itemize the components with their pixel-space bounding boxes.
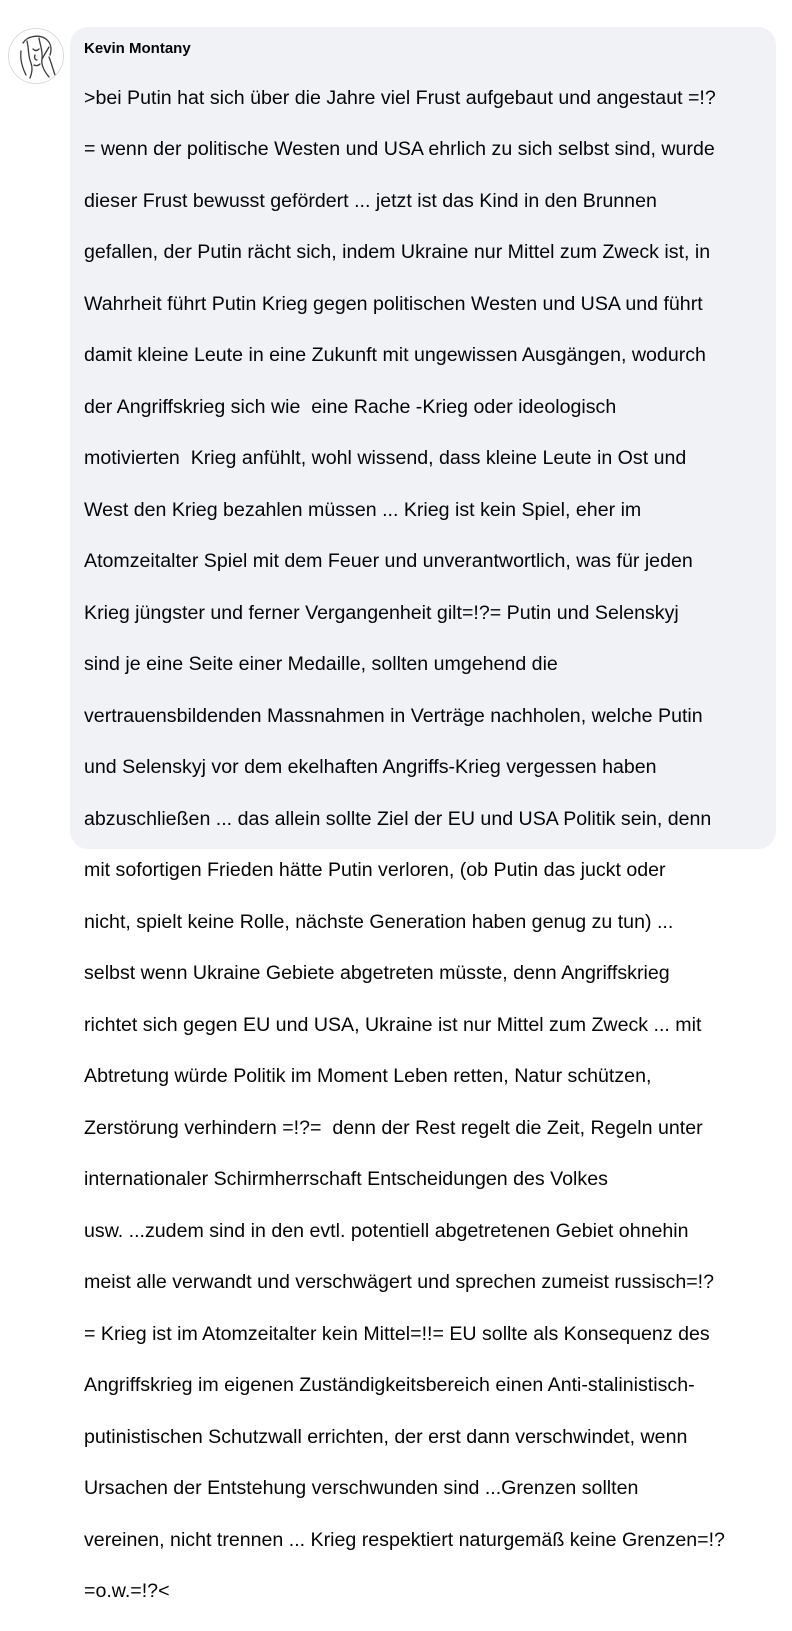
comment-line: damit kleine Leute in eine Zukunft mit ungewissen Ausgängen, wodurch <box>84 344 706 367</box>
comment-line: vereinen, nicht trennen ... Krieg respektiert naturgemäß keine Grenzen=!? <box>84 1528 725 1551</box>
comment-line: =o.w.=!?< <box>84 1580 170 1603</box>
comment-line: Krieg jüngster und ferner Vergangenheit gilt=!?= Putin und Selenskyj <box>84 601 679 624</box>
comment-line: = Krieg ist im Atomzeitalter kein Mittel=!!= EU sollte als Konsequenz des <box>84 1322 710 1345</box>
comment-line: Atomzeitalter Spiel mit dem Feuer und unverantwortlich, was für jeden <box>84 550 693 573</box>
comment-line: richtet sich gegen EU und USA, Ukraine ist nur Mittel zum Zweck ... mit <box>84 1013 702 1036</box>
comment-line: sind je eine Seite einer Medaille, sollten umgehend die <box>84 653 558 676</box>
comment-line: usw. ...zudem sind in den evtl. potentiell abgetretenen Gebiet ohnehin <box>84 1219 689 1242</box>
comment-line: gefallen, der Putin rächt sich, indem Ukraine nur Mittel zum Zweck ist, in <box>84 241 711 264</box>
comment-line: vertrauensbildenden Massnahmen in Verträge nachholen, welche Putin <box>84 704 703 727</box>
comment-line: Angriffskrieg im eigenen Zuständigkeitsbereich einen Anti-stalinistisch- <box>84 1374 695 1397</box>
comment-line: dieser Frust bewusst gefördert ... jetzt ist das Kind in den Brunnen <box>84 189 657 212</box>
comment-line: nicht, spielt keine Rolle, nächste Generation haben genug zu tun) ... <box>84 910 674 933</box>
comment-line: selbst wenn Ukraine Gebiete abgetreten müsste, denn Angriffskrieg <box>84 962 670 985</box>
comment-line: mit sofortigen Frieden hätte Putin verloren, (ob Putin das juckt oder <box>84 859 666 882</box>
comment-line: Abtretung würde Politik im Moment Leben retten, Natur schützen, <box>84 1065 652 1088</box>
comment-line: Wahrheit führt Putin Krieg gegen politischen Westen und USA und führt <box>84 292 703 315</box>
sketch-portrait-avatar-icon <box>9 29 63 83</box>
avatar[interactable] <box>8 28 64 84</box>
comment-line: Ursachen der Entstehung verschwunden sind ...Grenzen sollten <box>84 1477 639 1500</box>
comment-line: = wenn der politische Westen und USA ehrlich zu sich selbst sind, wurde <box>84 138 715 161</box>
comment-line: motivierten Krieg anfühlt, wohl wissend, dass kleine Leute in Ost und <box>84 447 687 470</box>
comment-line: Zerstörung verhindern =!?= denn der Rest regelt die Zeit, Regeln unter <box>84 1116 703 1139</box>
comment-author-name[interactable]: Kevin Montany <box>84 40 191 57</box>
comment-bubble <box>70 27 776 1603</box>
comment-line: >bei Putin hat sich über die Jahre viel Frust aufgebaut und angestaut =!? <box>84 86 716 109</box>
comment-line: abzuschließen ... das allein sollte Ziel der EU und USA Politik sein, denn <box>84 807 712 830</box>
comment-text <box>84 60 762 1631</box>
comment-line: meist alle verwandt und verschwägert und sprechen zumeist russisch=!? <box>84 1271 715 1294</box>
comment-line: der Angriffskrieg sich wie eine Rache -Krieg oder ideologisch <box>84 395 617 418</box>
comment-line: West den Krieg bezahlen müssen ... Krieg ist kein Spiel, eher im <box>84 498 642 521</box>
comment-line: internationaler Schirmherrschaft Entscheidungen des Volkes <box>84 1168 608 1191</box>
comment-line: und Selenskyj vor dem ekelhaften Angriffs-Krieg vergessen haben <box>84 756 657 779</box>
comment-line: putinistischen Schutzwall errichten, der erst dann verschwindet, wenn <box>84 1425 688 1448</box>
